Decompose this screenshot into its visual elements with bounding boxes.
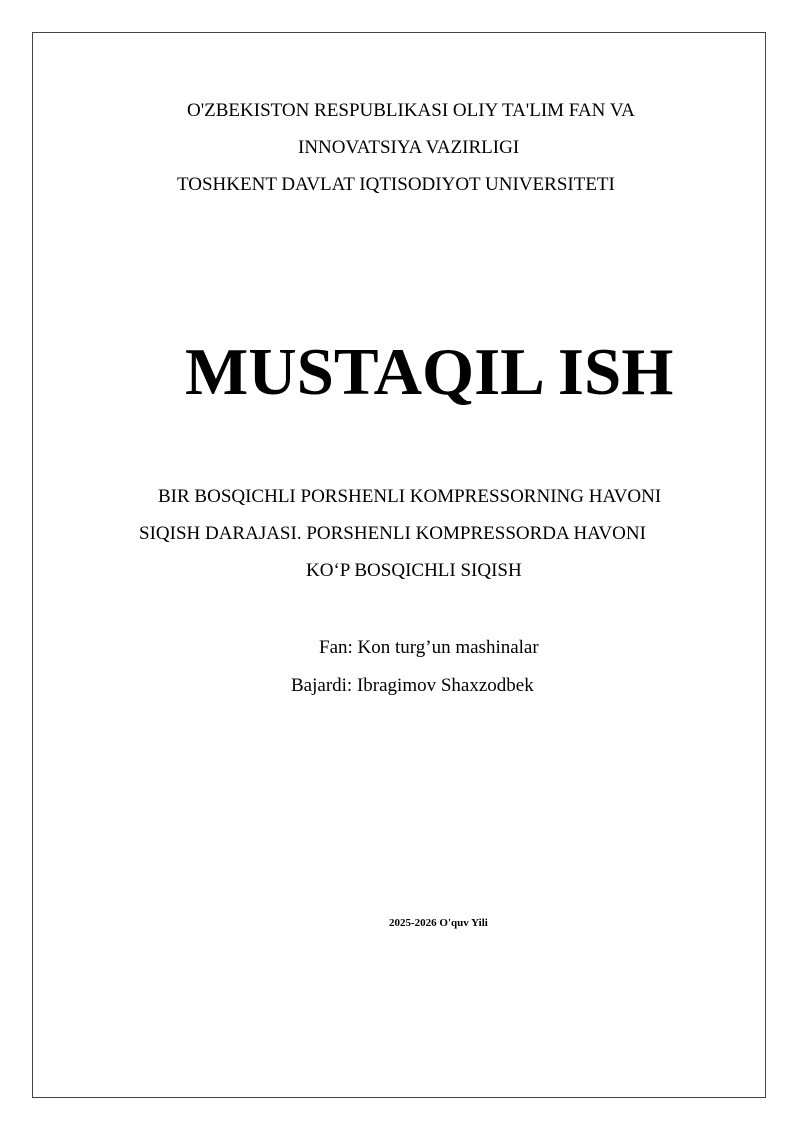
academic-year: 2025-2026 O'quv Yili [389, 917, 488, 929]
author-line: Bajardi: Ibragimov Shaxzodbek [291, 675, 534, 696]
topic-line-2: SIQISH DARAJASI. PORSHENLI KOMPRESSORDA HAVONI [139, 523, 646, 544]
ministry-line-2: INNOVATSIYA VAZIRLIGI [298, 137, 520, 158]
university-name: TOSHKENT DAVLAT IQTISODIYOT UNIVERSITETI [177, 174, 615, 195]
topic-line-3: KO‘P BOSQICHLI SIQISH [306, 560, 522, 581]
topic-line-1: BIR BOSQICHLI PORSHENLI KOMPRESSORNING HAVONI [158, 486, 662, 507]
ministry-line-1: O'ZBEKISTON RESPUBLIKASI OLIY TA'LIM FAN VA [187, 100, 635, 121]
page-title: MUSTAQIL ISH [185, 335, 674, 409]
subject-line: Fan: Kon turg’un mashinalar [319, 637, 539, 658]
